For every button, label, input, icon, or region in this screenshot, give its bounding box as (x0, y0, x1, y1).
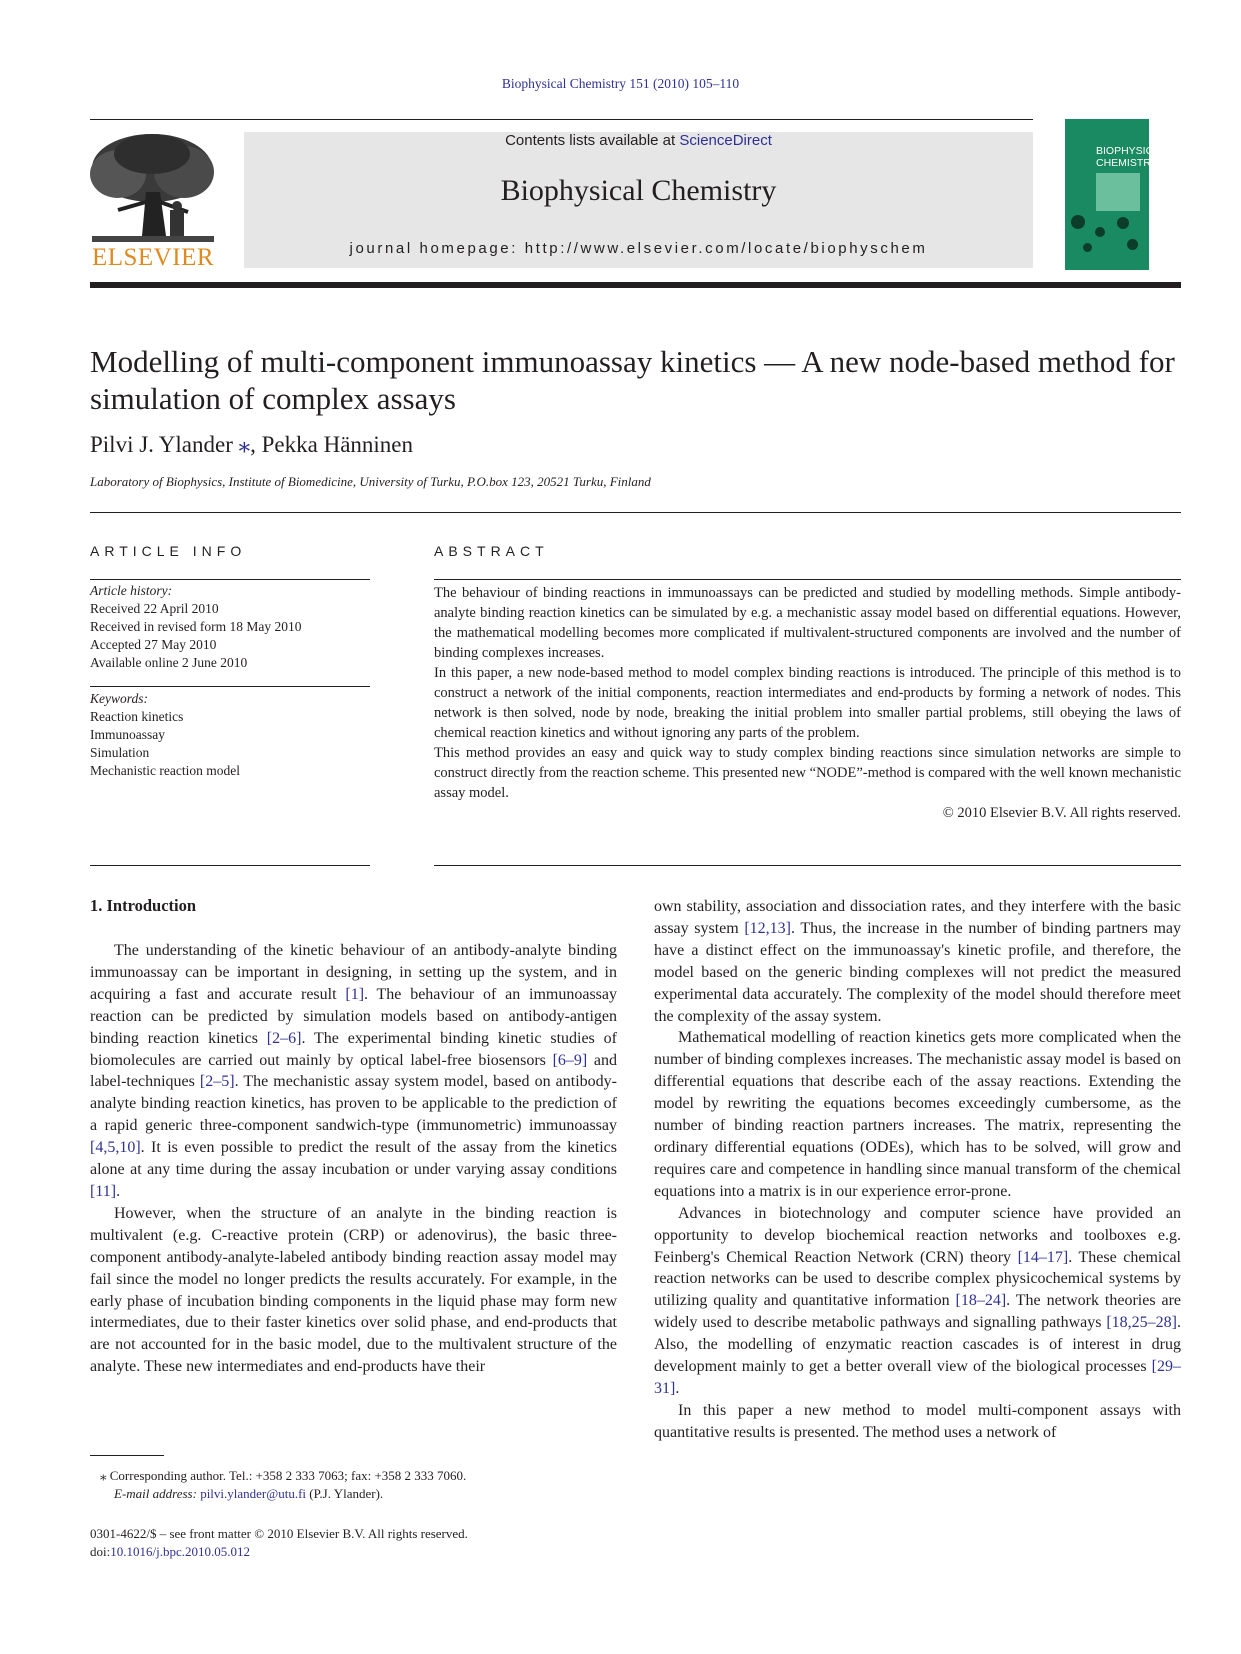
issn-line: 0301-4622/$ – see front matter © 2010 Elsevier B.V. All rights reserved. (90, 1526, 468, 1541)
cover-title-line2: CHEMISTRY (1096, 157, 1158, 169)
cover-dot (1083, 243, 1092, 252)
footnote-rule (90, 1455, 164, 1456)
elsevier-tree-icon (88, 132, 218, 244)
doi-line: doi:10.1016/j.bpc.2010.05.012 (90, 1544, 250, 1559)
footnote-mark: ⁎ (100, 1468, 107, 1483)
reference-link[interactable]: [29–31] (654, 1358, 1181, 1397)
author-name[interactable]: , Pekka Hänninen (250, 432, 414, 457)
cover-dot (1127, 239, 1138, 250)
cover-dot (1095, 227, 1105, 237)
article-history (90, 582, 370, 672)
history-item: Received 22 April 2010 (90, 601, 219, 616)
history-label: Article history: (90, 583, 173, 598)
title-rule (90, 512, 1181, 513)
info-rule (90, 579, 370, 580)
cover-dot (1071, 215, 1085, 229)
body-column-right (654, 896, 1181, 1444)
section-heading-introduction: 1. Introduction (90, 896, 197, 915)
article-title: Modelling of multi-component immunoassay kinetics — A new node-based method for simulation of complex assays (90, 344, 1175, 416)
header-thick-rule (90, 282, 1181, 288)
abstract-body (434, 583, 1181, 823)
footnote-email: E-mail address: pilvi.ylander@utu.fi (P.J. Ylander). (114, 1486, 384, 1501)
doi-link[interactable]: 10.1016/j.bpc.2010.05.012 (110, 1544, 250, 1559)
abstract-paragraph: The behaviour of binding reactions in immunoassays can be predicted and studied by modelling methods. Simple antibody-analyte binding reaction kinetics can be simulated by e.g. a mechanistic assay model based on differential equations. However, the mathematical modelling becomes more complicated if multivalent-structured components are involved and the number of binding complexes increases. (434, 585, 1181, 661)
abstract-paragraph: This method provides an easy and quick way to study complex binding reactions since simulation networks are simple to construct directly from the reaction scheme. This presented new “NODE”-method is compared with the well known mechanistic assay model. (434, 745, 1181, 801)
sciencedirect-link[interactable]: ScienceDirect (679, 132, 772, 149)
history-item: Accepted 27 May 2010 (90, 637, 217, 652)
body-column-left (90, 940, 617, 1378)
reference-link[interactable]: [12,13] (744, 919, 791, 937)
header-rule (90, 119, 1033, 120)
reference-link[interactable]: [14–17] (1017, 1248, 1069, 1266)
abstract-rule (434, 579, 1181, 580)
journal-banner (244, 132, 1033, 268)
cover-panel (1096, 173, 1140, 211)
body-paragraph: However, when the structure of an analyte in the binding reaction is multivalent (e.g. C-reactive protein (CRP) or adenovirus), the basic three-component antibody-analyte-labeled antibody binding reaction assay model may fail since the model no longer predicts the results accurately. For example, in the early phase of incubation binding components in the liquid phase may form new intermediates, due to their faster kinetics over solid phase, and end-products that are not accounted for in the basic model, due to the multivalent structure of the analyte. These new intermediates and end-products have their (90, 1204, 617, 1376)
abstract-heading: ABSTRACT (434, 543, 549, 559)
reference-link[interactable]: [11] (90, 1182, 117, 1200)
keywords (90, 690, 370, 780)
affiliation: Laboratory of Biophysics, Institute of Biomedicine, University of Turku, P.O.box 123, 20521 Turku, Finland (90, 474, 651, 489)
footnote (90, 1467, 620, 1503)
body-paragraph: Mathematical modelling of reaction kinetics gets more complicated when the number of binding complexes increases. The mechanistic assay model is based on differential equations that describe each of the assay reactions. Extending the model by rewriting the equations becomes exceedingly cumbersome, as the number of binding reaction partners increases. The matrix, representing the ordinary differential equations (ODEs), which has to be solved, will grow and requires care and competence in handling since manual transform of the chemical equations into a matrix is in our experience error-prone. (654, 1029, 1181, 1200)
keyword: Simulation (90, 745, 150, 760)
history-item: Available online 2 June 2010 (90, 655, 248, 670)
keyword: Reaction kinetics (90, 709, 184, 724)
reference-link[interactable]: [18,25–28] (1106, 1314, 1177, 1332)
article-info-heading: ARTICLE INFO (90, 543, 247, 559)
abstract-bottom-rule (434, 865, 1181, 866)
email-link[interactable]: pilvi.ylander@utu.fi (200, 1486, 307, 1501)
cover-title-line1: BIOPHYSICAL (1096, 145, 1167, 157)
body-paragraph: In this paper a new method to model multi-component assays with quantitative results is presented. The method uses a network of (654, 1401, 1181, 1441)
front-matter (90, 1525, 468, 1561)
author-list (90, 432, 413, 458)
body-paragraph: The understanding of the kinetic behaviour of an antibody-analyte binding immunoassay can be important in designing, in setting up the system, and in acquiring a fast and accurate result [1]. The behaviour of an immunoassay reaction can be predicted by simulation models based on antibody-antigen binding reaction kinetics [2–6]. The experimental binding kinetic studies of biomolecules are carried out mainly by optical label-free biosensors [6–9] and label-techniques [2–5]. The mechanistic assay system model, based on antibody-analyte binding reaction kinetics, has proven to be applicable to the prediction of a rapid generic three-component sandwich-type (immunometric) immunoassay [4,5,10]. It is even possible to predict the result of the assay from the kinetics alone at any time during the assay incubation or under varying assay conditions [11]. (90, 942, 618, 1200)
body-paragraph: Advances in biotechnology and computer science have provided an opportunity to develop biochemical reaction networks and toolboxes e.g. Feinberg's Chemical Reaction Network (CRN) theory [14–17]. These chemical reaction networks can be used to describe complex physicochemical systems by utilizing quality and quantitative information [18–24]. The network theories are widely used to describe metabolic pathways and signalling pathways [18,25–28]. Also, the modelling of enzymatic reaction cascades is of interest in drug development mainly to get a better overall view of the biological processes [29–31]. (654, 1204, 1182, 1397)
footnote-corresponding: ⁎ Corresponding author. Tel.: +358 2 333 7063; fax: +358 2 333 7060. (100, 1468, 467, 1483)
info-bottom-rule (90, 865, 370, 866)
cover-dot (1117, 217, 1129, 229)
abstract-copyright: © 2010 Elsevier B.V. All rights reserved. (942, 805, 1181, 821)
keywords-label: Keywords: (90, 691, 148, 706)
history-item: Received in revised form 18 May 2010 (90, 619, 302, 634)
keyword: Immunoassay (90, 727, 165, 742)
info-rule (90, 686, 370, 687)
reference-link[interactable]: [2–5] (199, 1073, 235, 1091)
corresponding-author-mark[interactable]: ⁎ (238, 432, 251, 457)
keyword: Mechanistic reaction model (90, 763, 240, 778)
contents-line (244, 132, 1033, 149)
author-name[interactable]: Pilvi J. Ylander (90, 432, 233, 457)
journal-title: Biophysical Chemistry (500, 174, 777, 207)
reference-link[interactable]: [6–9] (552, 1051, 588, 1069)
contents-prefix: Contents lists available at (505, 132, 680, 149)
journal-cover[interactable] (1065, 119, 1167, 270)
reference-link[interactable]: [2–6] (266, 1029, 302, 1047)
elsevier-wordmark: ELSEVIER (91, 244, 215, 271)
reference-link[interactable]: [1] (345, 985, 365, 1003)
abstract-paragraph: In this paper, a new node-based method to model complex binding reactions is introduced. The principle of this method is to construct a network of the initial components, reaction intermediates and end-products by forming a network of nodes. This network is then solved, node by node, breaking the initial problem into smaller partial problems, still obeying the laws of chemical reaction kinetics and without ignoring any parts of the problem. (434, 665, 1181, 741)
reference-link[interactable]: [4,5,10] (90, 1139, 141, 1157)
body-paragraph: own stability, association and dissociation rates, and they interfere with the basic assay system [12,13]. Thus, the increase in the number of binding partners may have a distinct effect on the immunoassay's kinetic profile, and therefore, the model based on the generic binding complexes will not predict the measured experimental data accurately. The complexity of the model should therefore meet the complexity of the assay system. (654, 898, 1181, 1025)
reference-link[interactable]: [18–24] (955, 1292, 1007, 1310)
journal-citation[interactable]: Biophysical Chemistry 151 (2010) 105–110 (501, 76, 740, 91)
journal-homepage-link[interactable]: journal homepage: http://www.elsevier.com/locate/biophyschem (349, 240, 928, 257)
elsevier-logo (88, 132, 218, 272)
cover-title (1096, 145, 1166, 169)
